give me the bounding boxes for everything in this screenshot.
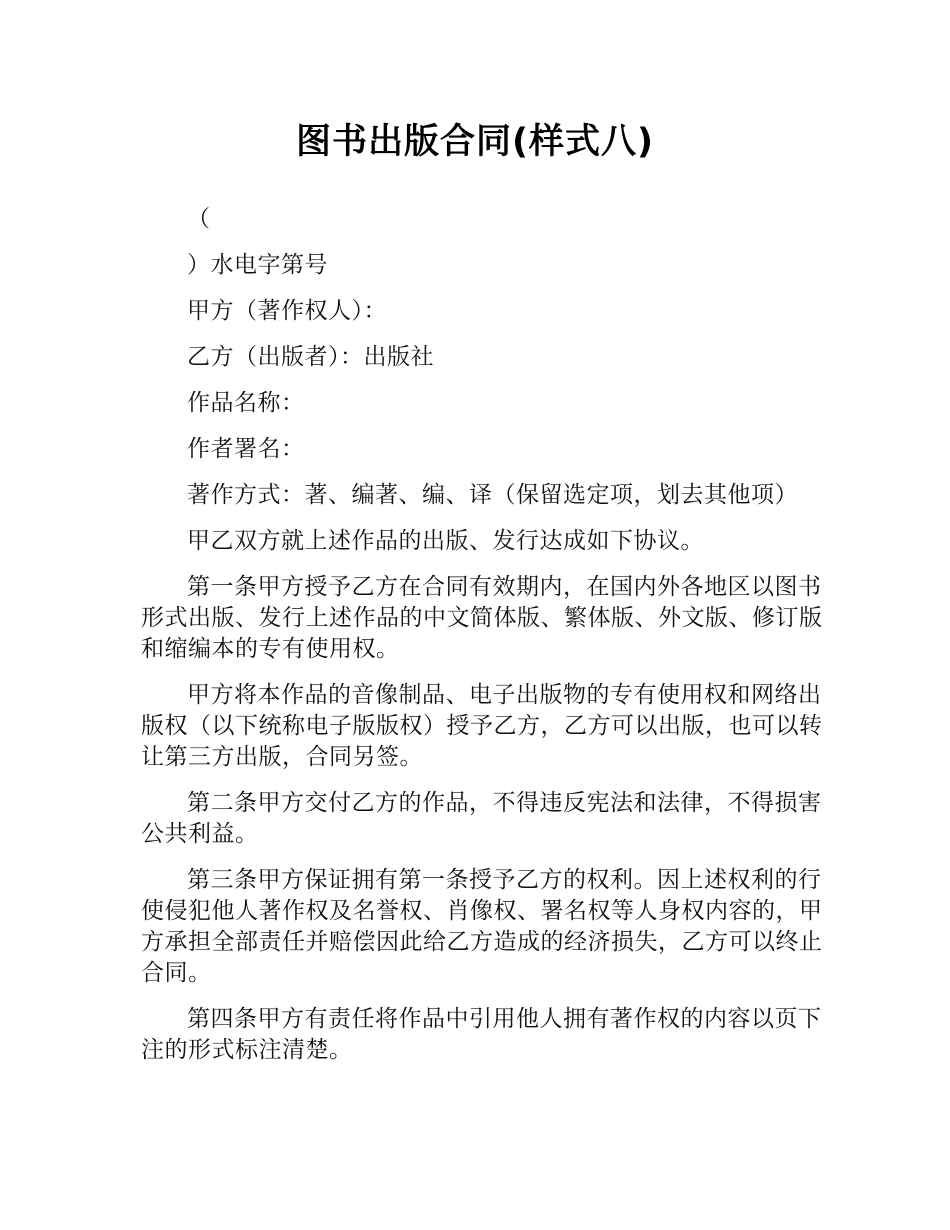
document-title: 图书出版合同(样式八) — [296, 122, 654, 162]
paragraph-article-1: 第一条甲方授予乙方在合同有效期内，在国内外各地区以图书形式出版、发行上述作品的中文简体版、繁体版、外文版、修订版和缩编本的专有使用权。 — [141, 574, 823, 662]
paragraph-contract-number: ）水电字第号 — [187, 252, 328, 278]
paragraph-article-4: 第四条甲方有责任将作品中引用他人拥有著作权的内容以页下注的形式标注清楚。 — [141, 1006, 822, 1063]
paragraph-authorship-mode: 著作方式：著、编著、编、译（保留选定项，划去其他项） — [187, 482, 798, 508]
paragraph-article-3: 第三条甲方保证拥有第一条授予乙方的权利。因上述权利的行使侵犯他人著作权及名誉权、肖像权、署名权等人身权内容的，甲方承担全部责任并赔偿因此给乙方造成的经济损失，乙方可以终止合同。 — [141, 867, 823, 986]
paragraph-electronic-rights: 甲方将本作品的音像制品、电子出版物的专有使用权和网络出版权（以下统称电子版版权）授予乙方，乙方可以出版，也可以转让第三方出版，合同另签。 — [141, 682, 823, 770]
document-body — [141, 204, 831, 1081]
paragraph-open-paren: （ — [187, 206, 211, 232]
paragraph-work-title: 作品名称： — [187, 390, 305, 416]
paragraph-agreement-intro: 甲乙双方就上述作品的出版、发行达成如下协议。 — [187, 528, 704, 554]
paragraph-party-b: 乙方（出版者）：出版社 — [187, 344, 434, 370]
paragraph-article-2: 第二条甲方交付乙方的作品，不得违反宪法和法律，不得损害公共利益。 — [141, 790, 822, 847]
paragraph-party-a: 甲方（著作权人）： — [187, 298, 387, 324]
paragraph-author-byline: 作者署名： — [187, 436, 305, 462]
